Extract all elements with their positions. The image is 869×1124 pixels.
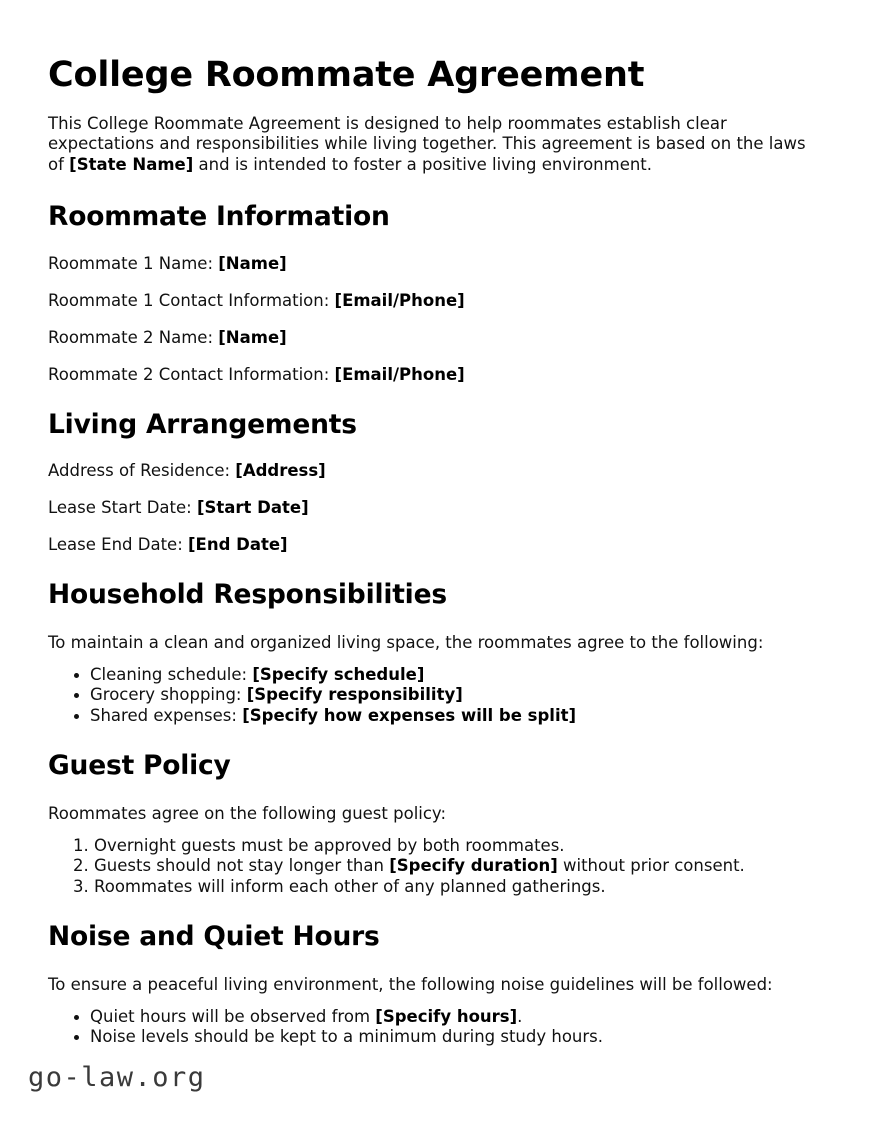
list-item-value: [Specify duration]	[389, 856, 558, 876]
section-heading-living-arrangements: Living Arrangements	[48, 408, 357, 440]
list-item-value: [Specify responsibility]	[246, 685, 463, 705]
list-item-value: [Specify hours]	[375, 1006, 518, 1026]
list-item-tail: without prior consent.	[557, 856, 745, 876]
field-label: Lease Start Date:	[48, 498, 197, 518]
list-item-label: Grocery shopping:	[90, 685, 247, 705]
field-value: [Name]	[218, 327, 287, 347]
field-value: [End Date]	[188, 535, 288, 555]
page-title: College Roommate Agreement	[48, 55, 645, 95]
section-heading-roommate-information: Roommate Information	[48, 201, 390, 233]
list-item-label: Overnight guests must be approved by both roommates.	[94, 835, 565, 855]
section-heading-household-responsibilities: Household Responsibilities	[48, 579, 447, 611]
intro-text-part2: and is intended to foster a positive living environment.	[193, 154, 653, 174]
list-item	[94, 856, 824, 877]
list-item-label: Quiet hours will be observed from	[90, 1006, 376, 1026]
field-value: [Name]	[218, 253, 287, 273]
field-roommate1-contact	[48, 274, 824, 311]
intro-text-part1: This College Roommate Agreement is designed to help roommates establish clear expectations and responsibilities while living together. This agreement is based on the laws of	[48, 113, 806, 174]
lead-guest-policy: Roommates agree on the following guest policy:	[48, 803, 447, 823]
field-label: Lease End Date:	[48, 535, 189, 555]
list-item-value: [Specify schedule]	[252, 664, 425, 684]
field-label: Roommate 1 Name:	[48, 253, 219, 273]
intro-paragraph	[48, 95, 824, 176]
section-heading-guest-policy: Guest Policy	[48, 750, 231, 782]
lead-noise-and-quiet-hours: To ensure a peaceful living environment, the following noise guidelines will be followed:	[48, 974, 773, 994]
list-item	[90, 1027, 824, 1048]
list-item-label: Guests should not stay longer than	[94, 856, 390, 876]
field-roommate2-contact	[48, 348, 824, 385]
field-value: [Email/Phone]	[334, 364, 465, 384]
list-household-responsibilities	[48, 653, 824, 727]
list-item	[90, 1007, 824, 1028]
field-roommate2-name	[48, 311, 824, 348]
field-roommate1-name	[48, 233, 824, 274]
list-item-tail: .	[517, 1006, 523, 1026]
field-address-of-residence	[48, 440, 824, 481]
intro-placeholder-state-name: [State Name]	[69, 154, 194, 174]
field-label: Roommate 2 Name:	[48, 327, 219, 347]
lead-household-responsibilities: To maintain a clean and organized living space, the roommates agree to the following:	[48, 632, 764, 652]
list-item-label: Cleaning schedule:	[90, 664, 253, 684]
list-item-label: Roommates will inform each other of any planned gatherings.	[94, 876, 606, 896]
field-value: [Email/Phone]	[334, 290, 465, 310]
list-item	[94, 836, 824, 857]
field-lease-start-date	[48, 481, 824, 518]
list-item-label: Noise levels should be kept to a minimum during study hours.	[90, 1027, 604, 1047]
list-guest-policy	[48, 824, 824, 898]
list-item	[90, 685, 824, 706]
list-item	[90, 665, 824, 686]
field-lease-end-date	[48, 518, 824, 555]
list-noise-and-quiet-hours	[48, 995, 824, 1048]
field-value: [Address]	[235, 461, 326, 481]
field-label: Roommate 2 Contact Information:	[48, 364, 335, 384]
site-watermark: go-law.org	[28, 1062, 206, 1093]
field-value: [Start Date]	[196, 498, 309, 518]
section-heading-noise-and-quiet-hours: Noise and Quiet Hours	[48, 921, 380, 953]
list-item-label: Shared expenses:	[90, 705, 243, 725]
list-item	[94, 877, 824, 898]
field-label: Address of Residence:	[48, 461, 236, 481]
list-item	[90, 706, 824, 727]
list-item-value: [Specify how expenses will be split]	[242, 705, 577, 725]
field-label: Roommate 1 Contact Information:	[48, 290, 335, 310]
document-content	[48, 0, 824, 1048]
